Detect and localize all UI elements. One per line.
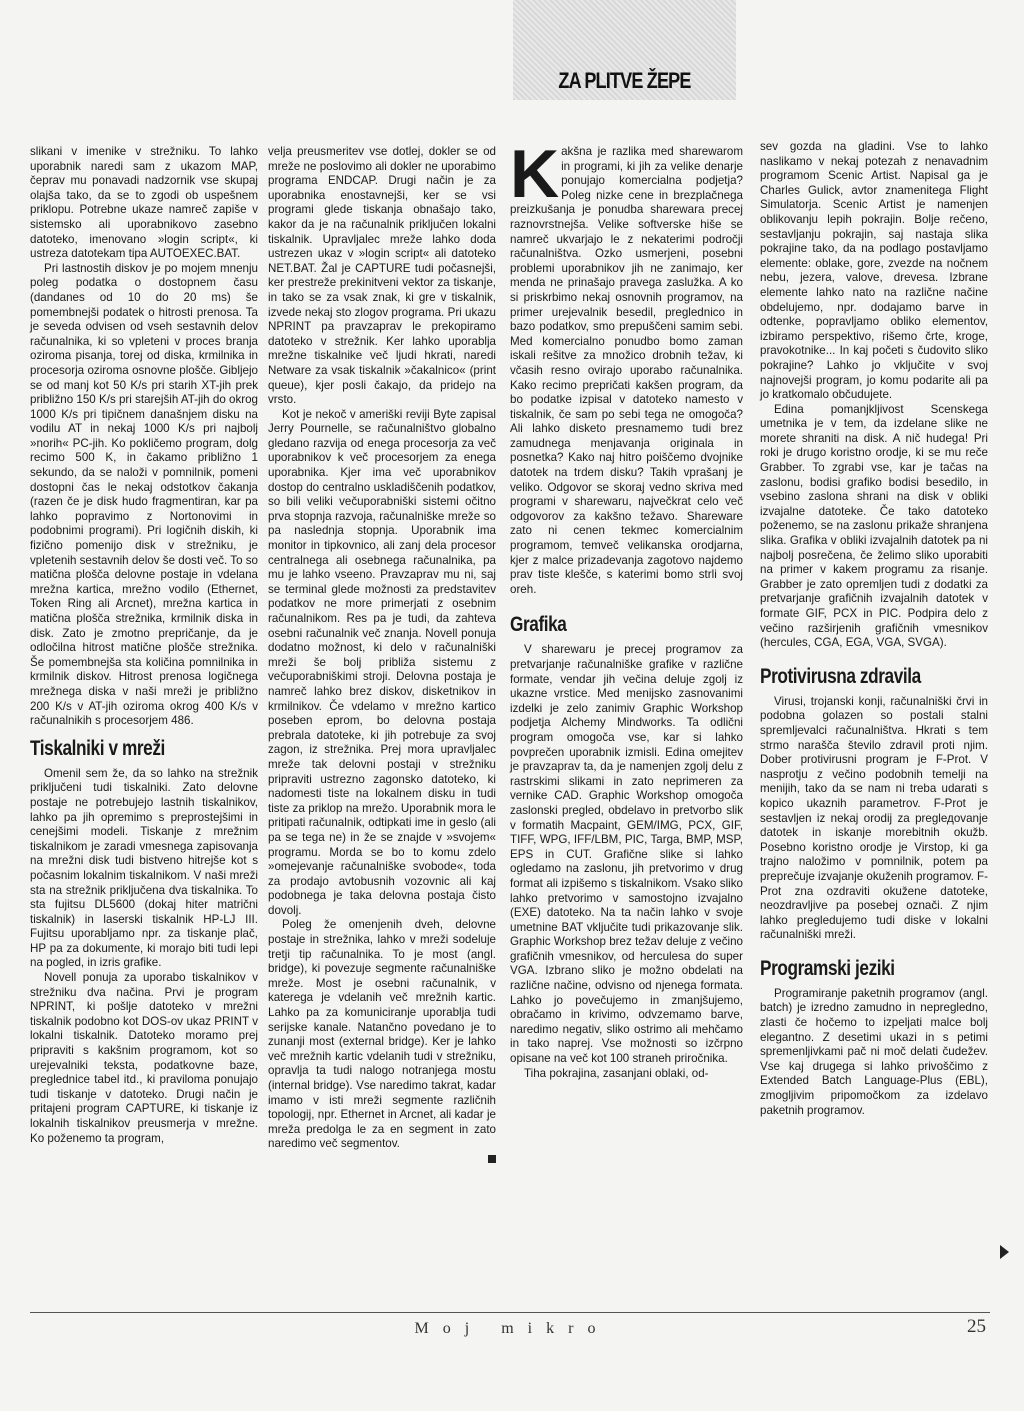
- paragraph: Tiha pokrajina, zasanjani oblaki, od-: [524, 1066, 709, 1080]
- paragraph: Edina pomanjkljivost Scenskega umetnika je v tem, da izdelane slike ne morete shraniti na disk. A nič hudega! Pri roki je drugo koristno orodje, ki se mu reče Grabber. To zgrabi vse, kar je tačas na zaslonu, bodisi grafiko bodisi besedilo, in vsebino zaslona shrani na disk v obliki izvajalne datoteke. Če tako datoteko poženemo, se na zaslonu prikaže shranjena slika. Grafika v obliki izvajalnih datotek pa ni najbolj posrečena, če želimo sliko uporabiti na primer v kakem programu za risanje. Grabber je zato opremljen tudi z dodatki za pretvarjanje grafičnih izvajalnih datotek v formate GIF, PCX in PIC. Podpira delo z večino razširjenih grafičnih vmesnikov (hercules, CGA, EGA, VGA, SVGA).: [760, 402, 988, 650]
- drop-cap: K: [510, 136, 560, 212]
- paragraph: Programiranje paketnih programov (angl. batch) je izredno zamudno in nepregledno, zlasti če hočemo to izpeljati malce bolj elegantno. Z desetimi ukazi in s petimi spremenljivkami pač ni moč delati čudežev. Vse kaj drugega si lahko privoščimo z Extended Batch Language-Plus (EBL), zmogljivim pripomočkom za izdelavo paketnih programov.: [760, 986, 988, 1117]
- paragraph: Virusi, trojanski konji, računalniški črvi in podobna golazen so postali stalni spremljevalci računalništva. Hkrati s tem strmo narašča število zdravil proti njim. Dober protivirusni program je F-Prot. V nasprotju z večino podobnih temelji na menijih, tako da se nam ni treba udarati s kopico ukaznih parametrov. F-Prot je sestavljen iz nekaj orodij za preglедovanje datotek in iskanje morebitnih okužb. Posebno koristno orodje je Virstop, ki ga trajno naložimo v pomnilnik, potem pa preprečuje izvajanje okuženih programov. F-Prot zna ozdraviti okužene datoteke, neozdravljive pa posebej označi. Z njim lahko pregledujemo tudi diske v lokalni računalniški mreži.: [760, 694, 988, 942]
- section-heading: Protivirusna zdravila: [760, 664, 921, 688]
- paragraph: velja preusmeritev vse dotlej, dokler se od mreže ne poslovimo ali dokler ne uporabimo programa ENDCAP. Drugi način je za uporabnika enostavnejši, ker se vsi programi glede tiskanja obnašajo tako, kakor da je na računalnik priključen lokalni tiskalnik. Upravljalec mreže lahko doda ustrezen ukaz v »login script« ali datoteko NET.BAT. Žal je CAPTURE tudi počasnejši, ker prestreže prekinitveni vektor za tiskanje, in tako se za vsak znak, ki gre v tiskalnik, izvede nekaj sto zlogov programa. Pri ukazu NPRINT pa pravzaprav le prekopiramo datoteko v strežnik. Ker lahko uporablja mrežne tiskalnike več ljudi hkrati, naredi Netware za vsak tiskalnik »čakalnico« (print queue), kjer posli čakajo, da pridejo na vrsto.: [268, 145, 496, 407]
- end-mark-icon: [488, 1155, 496, 1163]
- section-heading: Grafika: [510, 613, 567, 637]
- footer-rule: [30, 1312, 990, 1313]
- column-3: [510, 136, 743, 1081]
- paragraph: akšna je razlika med sharewarom in programi, ki jih za velike denarje ponujajo komercialna podjetja? Poleg nizke cene in brezplačnega preizkušanja je ponudba sharewara precej raznovrstnejša. Velike softverske hiše se namreč ukvarjajo le z nekaterimi področji računalništva. Ozko usmerjeni, posebni problemi uporabnikov jih ne zanimajo, ker menda ne prinašajo pravega zaslužka. A ko si priskrbimo nekaj osnovnih programov, na primer urejevalnik besedil, preglednico in bazo podatkov, smo prepuščeni samim sebi. Med komercialno ponudbo bomo zaman iskali rešitve za množico drobnih težav, ki včasih resno ovirajo uporabo računalnika. Kako recimo prepričati kakšen program, da bo podatke izpisal v datoteko namesto v tiskalnik, če sam po sebi tega ne omogoča? Ali lahko disketo presnamemo tudi brez zamudnega menjavanja originala in posnetka? Kako naj hitro poiščemo dvojnike datotek na trdem disku? Takih vprašanj je veliko. Odgovor se skoraj vedno skriva med programi v sharewaru, največkrat celo več odgovorov za kakšno težavo. Shareware zato ni cenen tekmec komercialnim programom, temveč velikanska orodjarna, kjer z malce prizadevanja zagotovo najdemo prav tiste klešče, s katerimi bomo strli svoj oreh.: [510, 145, 743, 596]
- banner-title: ZA PLITVE ŽEPE: [558, 68, 691, 93]
- section-heading: Programski jeziki: [760, 956, 895, 980]
- section-banner: [513, 0, 736, 100]
- paragraph: Omenil sem že, da so lahko na strežnik priključeni tudi tiskalniki. Zato delovne postaje ne potrebujejo lastnih tiskalnikov, lahko pa jih opremimo s preprostejšimi in cenejšimi modeli. Tiskanje z mrežnim tiskalnikom je zaradi vmesnega zapisovanja na mrežni disk tudi bistveno hitrejše kot s počasnim lokalnim tiskalnikom. V naši mreži sta na strežnik priključena dva tiskalnika. To sta fujitsu DL5600 (dokaj hiter matrični tiskalnik) in laserski tiskalnik HP-LJ III. Fujitsu uporabljamo npr. za tiskanje plač, HP pa za dokumente, ki morajo biti tudi lepi na pogled, in izris grafike.: [30, 766, 258, 970]
- paragraph: Novell ponuja za uporabo tiskalnikov v strežniku dva načina. Prvi je program NPRINT, ki pošlje datoteko v mrežni tiskalnik podobno kot DOS-ov ukaz PRINT v lokalni tiskalnik. Datoteko moramo prej pripraviti s kakšnim programom, kot so urejevalniki teksta, podatkovne baze, preglednice tabel itd., ki praviloma ponujajo tudi tiskanje v datoteko. Drugi način je pritajeni program CAPTURE, ki tiskanje iz lokalnih tiskalnikov preusmerja v mrežne. Ko poženemo ta program,: [30, 971, 258, 1145]
- column-2: [268, 145, 496, 1163]
- column-4: [760, 140, 988, 1118]
- section-heading: Tiskalniki v mreži: [30, 736, 165, 760]
- page-number: 25: [967, 1316, 986, 1337]
- paragraph: Pri lastnostih diskov je po mojem mnenju poleg podatka o dostopnem času (dandanes od 10 do 20 ms) še pomembnejši podatek o hitrosti prenosa. Ta je seveda odvisen od vseh sestavnih delov računalnika, ki so vpleteni v proces branja oziroma pisanja, torej od diska, krmilnika in procesorja oziroma osnovne plošče. Gibljejo se od manj kot 50 K/s pri starih XT-jih prek približno 150 K/s pri starejših AT-jih do okrog 1000 K/s pri tipičnem današnjem disku na vodilu AT in nekaj 1000 K/s pri najbolj »norih« PC-jih. Ko pokličemo program, dolg recimo 500 K, in čakamo približno 1 sekundo, da se naloži v pomnilnik, pomeni dostopni čas le nekaj odstotkov čakanja (razen če je disk hudo fragmentiran, kar pa lahko popravimo z Nortonovimi in podobnimi programi). Pri logičnih diskih, ki fizično pomenijo disk v strežniku, je vpletenih sestavnih delov še dosti več. To so matična plošča delovne postaje in vdelana mrežna kartica, mrežno vodilo (Ethernet, Token Ring ali Arcnet), mrežna kartica in matična plošča strežnika, krmilnik diska in disk. Zato je zmotno prepričanje, da je odločilna hitrost matične plošče strežnika. Še pomembnejša sta količina pomnilnika in krmilnik diskov. Hitrost prenosa logičnega mrežnega diska v naši mreži je približno 200 K/s v AT-jih oziroma okrog 400 K/s v računalnikih s procesorjem 486.: [30, 261, 258, 728]
- column-1: [30, 145, 258, 1146]
- paragraph: slikani v imenike v strežniku. To lahko uporabnik naredi sam z ukazom MAP, čeprav mu ponavadi nadzornik vse skupaj olajša tako, da se to zgodi ob uspešnem priklopu. Potrebne ukaze namreč zapiše v sistemsko ali uporabnikovo zasebno datoteko, imenovano »login script«, ki ustreza datotekam tipa AUTOEXEC.BAT.: [30, 145, 258, 261]
- paragraph: sev gozda na gladini. Vse to lahko naslikamo v nekaj potezah z nenavadnim programom Scenic Artist. Napisal ga je Charles Gulick, avtor znamenitega Flight Simulatorja. Scenic Artist je namenjen oblikovanju lepih pokrajin. Bolje rečeno, sestavljanju pokrajin, saj nastaja slika pokrajine tako, da na podlago postavljamo elemente: oblake, gore, zvezde na nočnem nebu, jezera, valove, drevesa. Izbrane elemente lahko nato na različne načine obdelujemo, npr. dodajamo barve in odtenke, popravljamo obliko elementov, izbiramo perspektivo, rišemo črte, kroge, pravokotnike... In kaj početi s čudovito sliko pokrajine? Lahko jo vključite v svoj najnovejši program, jo komu podarite ali pa jo kratkomalo občudujete.: [760, 140, 988, 402]
- paragraph: Poleg že omenjenih dveh, delovne postaje in strežnika, lahko v mreži sodeluje tretji tip računalnika. To je most (angl. bridge), ki povezuje segmente računalniške mreže. Most je osebni računalnik, v katerega je vdelanih več mrežnih kartic. Lahko pa za komuniciranje uporablja tudi serijske kanale. Natančno povedano je to zunanji most (external bridge). Ker je lahko več mrežnih kartic vdelanih tudi v strežniku, opravlja ta tudi nalogo notranjega mostu (internal bridge). Vse naredimo takrat, kadar imamo v isti mreži segmente različnih topologij, npr. Ethernet in Arcnet, ali kadar je mreža predolga le za en segment in zato naredimo več segmentov.: [268, 918, 496, 1151]
- continue-arrow-icon: [1000, 1245, 1009, 1259]
- paragraph: Kot je nekoč v ameriški reviji Byte zapisal Jerry Pournelle, se računalništvo globalno gledano razvija od enega procesorja za več uporabnikov k več procesorjem za enega uporabnika. Kjer ima več uporabnikov dostop do centralno uskladiščenih podatkov, so bili veliki večuporabniški sistemi očitno prva stopnja razvoja, računalniške mreže so pa naslednja stopnja. Uporabnik ima monitor in tipkovnico, ali zanj dela procesor centralnega ali osebnega računalnika, pa mu je lahko vseeno. Pravzaprav mu ni, saj se terminal glede možnosti za predstavitev podatkov ne more primerjati z osebnim računalnikom. Res pa je tudi, da zahteva osebni računalnik več znanja. Novell ponuja dodatno možnost, ki delo v računalniški mreži še bolj približa sistemu z večuporabniškimi stroji. Delovna postaja je namreč lahko brez diskov, disketnikov in krmilnikov. Če vdelamo v mrežno kartico poseben eprom, bo delovna postaja prebrala datoteke, ki jih potrebuje za svoj zagon, iz strežnika. Prej mora upravljalec mreže tak delovni postaji v strežniku pripraviti ustrezno zagonsko datoteko, ki nadomesti tiste na lokalnem disku in tudi tiste za priklop na mrežo. Uporabnik mora le pritipati računalnik, odtipkati ime in geslo (ali pa se tega ne) in že se znajde v »svojem« programu. Morda se bo to komu zdelo »omejevanje računalniške svobode«, toda za prodajo avtobusnih vozovnic ali kaj podobnega je taka delovna postaja čisto dovolj.: [268, 407, 496, 917]
- paragraph: V sharewaru je precej programov za pretvarjanje računalniške grafike v različne formate, vendar jih večina deluje zgolj iz ukazne vrstice. Med menijsko zasnovanimi izdelki je zelo zanimiv Graphic Workshop podjetja Alchemy Mindworks. Ta odlični program omogoča vse, kar si lahko povprečen uporabnik izmisli. Edina omejitev je pravzaprav ta, da je namenjen zgolj delu z rastrskimi slikami in zato neprimeren za vernike CAD. Graphic Workshop omogoča zaslonski pregled, obdelavo in pretvorbo slik v formatih Macpaint, GEM/IMG, PCX, GIF, TIFF, WPG, IFF/LBM, PIC, Targa, BMP, MSP, EPS in CUT. Grafične slike si lahko ogledamo na zaslonu, jih pretvorimo v drug format ali izpišemo s tiskalnikom. Vsako sliko lahko pretvorimo v samostojno izvajalno (EXE) datoteko. Na ta način lahko v svoje umetnine BAT vključite tudi prikazovanje slik. Graphic Workshop brez težav deluje z večino grafičnih vmesnikov, od herculesa do super VGA. Izbrano sliko je možno obdelati na različne načine, odvisno od njenega formata. Lahko jo povečujemo in zmanjšujemo, obračamo in krivimo, odvzemamo barve, naredimo negativ, sliko ostrimo ali mehčamo in tako naprej. Vse možnosti so izčrpno opisane na več kot 100 straneh priročnika.: [510, 643, 743, 1066]
- magazine-name: Moj mikro: [414, 1320, 610, 1337]
